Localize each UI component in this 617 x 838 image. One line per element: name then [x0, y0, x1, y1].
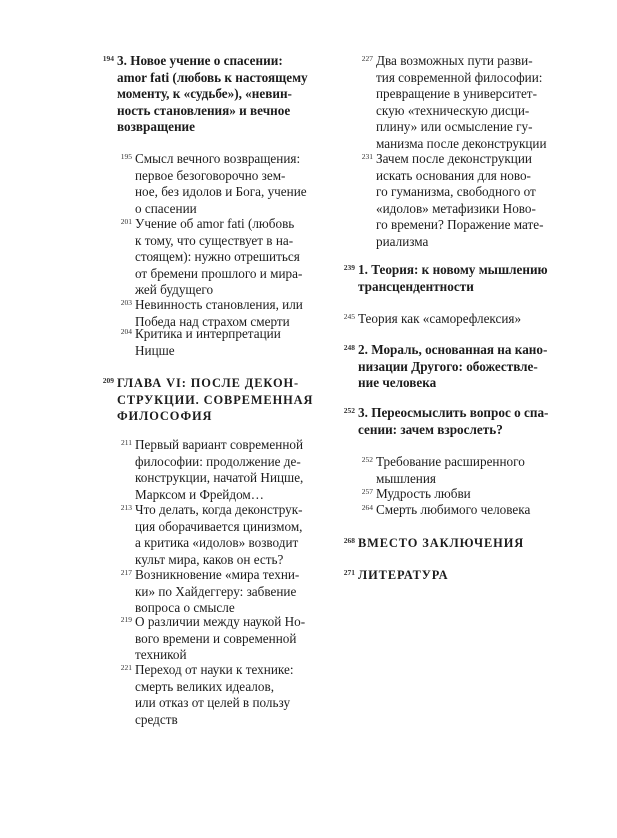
toc-right-column [310, 0, 617, 838]
toc-page-number: 257 [361, 487, 373, 496]
toc-entry [343, 311, 522, 328]
toc-entry [361, 454, 525, 487]
toc-entry-line: Марксом и Фрейдом… [135, 486, 264, 502]
toc-entry [120, 216, 303, 299]
toc-entry-line: средств [135, 711, 178, 727]
toc-entry [120, 326, 281, 359]
toc-page-number: 248 [343, 343, 355, 352]
toc-entry-line: Теория как «саморефлексия» [358, 311, 522, 326]
toc-entry-line: Что делать, когда деконструк- [135, 502, 303, 517]
toc-entry-line: о спасении [135, 200, 197, 216]
toc-entry-line: возвращение [117, 119, 196, 135]
toc-entry-line: смерть великих идеалов, [135, 678, 274, 694]
toc-entry-line: культ мира, каков он есть? [135, 551, 284, 567]
toc-entry-line: ное, без идолов и Бога, учение [135, 184, 307, 200]
toc-entry-line: Мудрость любви [376, 486, 471, 501]
toc-page-number: 219 [120, 615, 132, 624]
toc-entry-line: а критика «идолов» возводит [135, 535, 299, 551]
toc-entry-line: amor fati (любовь к настоящему [117, 69, 308, 85]
toc-entry-line: ние человека [358, 375, 437, 391]
toc-entry [361, 502, 531, 519]
toc-page-number: 252 [343, 406, 355, 415]
toc-entry-line: конструкции, начатой Ницше, [135, 470, 304, 486]
toc-entry [361, 151, 544, 251]
toc-entry-line: низации Другого: обожествле- [358, 358, 538, 374]
toc-chapter-heading [343, 535, 525, 552]
toc-page-number: 201 [120, 217, 132, 226]
toc-entry-line: первое безоговорочно зем- [135, 167, 286, 183]
toc-entry [120, 151, 307, 217]
toc-page-number: 203 [120, 298, 132, 307]
toc-entry-line: Победа над страхом смерти [135, 313, 290, 329]
toc-page-number: 211 [121, 438, 132, 447]
toc-entry-line: риализма [376, 233, 429, 249]
toc-entry-line: ЛИТЕРАТУРА [358, 568, 449, 582]
toc-page-number: 213 [120, 503, 132, 512]
toc-entry-line: превращение в университет- [376, 86, 537, 102]
toc-entry [361, 53, 547, 153]
toc-entry [120, 502, 303, 568]
toc-page-number: 227 [361, 54, 373, 63]
toc-entry-line: Критика и интерпретации [135, 326, 281, 341]
toc-entry-line: скую «техническую дисци- [376, 102, 530, 118]
toc-entry-line: О различии между наукой Но- [135, 614, 306, 629]
toc-entry-line: ция оборачивается цинизмом, [135, 518, 303, 534]
toc-entry-line: к тому, что существует в на- [135, 232, 294, 248]
toc-entry-line: манизма после деконструкции [376, 135, 547, 151]
toc-entry-line: 3. Новое учение о спасении: [117, 53, 283, 68]
toc-entry [120, 614, 306, 664]
toc-entry-line: искать основания для ново- [376, 167, 531, 183]
toc-chapter-heading [102, 375, 314, 425]
toc-entry-line: вопроса о смысле [135, 600, 235, 616]
toc-page-number: 231 [361, 152, 373, 161]
toc-entry-line: «идолов» метафизики Ново- [376, 200, 536, 216]
toc-entry-line: ность становления» и вечное [117, 102, 291, 118]
toc-page-number: 252 [361, 455, 373, 464]
toc-entry-line: Два возможных пути разви- [376, 53, 533, 68]
toc-entry [343, 405, 549, 438]
toc-entry-line: ВМЕСТО ЗАКЛЮЧЕНИЯ [358, 536, 525, 550]
toc-entry [120, 662, 294, 728]
toc-entry-line: от бремени прошлого и мира- [135, 265, 303, 281]
toc-page-number: 239 [343, 263, 355, 272]
toc-entry-line: ГЛАВА VI: ПОСЛЕ ДЕКОН- [117, 376, 300, 390]
toc-entry-line: Зачем после деконструкции [376, 151, 532, 166]
toc-entry-line: трансцендентности [358, 278, 474, 294]
toc-entry-line: 3. Переосмыслить вопрос о спа- [358, 405, 549, 420]
toc-entry-line: Невинность становления, или [135, 297, 303, 312]
toc-entry [102, 53, 308, 136]
toc-entry-line: или отказ от целей в пользу [135, 695, 291, 711]
toc-entry-line: философии: продолжение де- [135, 453, 301, 469]
toc-page-number: 217 [120, 568, 132, 577]
toc-entry-line: Требование расширенного [376, 454, 525, 469]
toc-page-number: 194 [102, 54, 114, 63]
toc-entry-line: плину» или осмысление гу- [376, 119, 533, 135]
toc-page-number: 268 [343, 536, 355, 545]
toc-entry-line: Возникновение «мира техни- [135, 567, 300, 582]
toc-entry-line: ки» по Хайдеггеру: забвение [135, 583, 297, 599]
toc-entry-line: Смысл вечного возвращения: [135, 151, 301, 166]
toc-entry-line: 1. Теория: к новому мышлению [358, 262, 548, 277]
toc-entry [361, 486, 471, 503]
toc-entry-line: Смерть любимого человека [376, 502, 531, 517]
toc-page-number: 195 [120, 152, 132, 161]
toc-page-number: 264 [361, 503, 373, 512]
toc-chapter-heading [343, 567, 449, 584]
toc-page-number: 245 [343, 312, 355, 321]
toc-entry-line: Учение об amor fati (любовь [135, 216, 295, 231]
toc-entry-line: Ницше [135, 342, 175, 358]
toc-entry [343, 262, 548, 295]
toc-entry [343, 342, 548, 392]
toc-entry-line: мышления [376, 470, 436, 486]
toc-entry-line: стоящем): нужно отрешиться [135, 249, 300, 265]
toc-entry-line: сении: зачем взрослеть? [358, 421, 503, 437]
toc-entry-line: 2. Мораль, основанная на кано- [358, 342, 548, 357]
toc-page-number: 271 [343, 568, 355, 577]
toc-entry-line: техникой [135, 647, 187, 663]
toc-entry-line: Первый вариант современной [135, 437, 304, 452]
toc-page-number: 209 [102, 376, 114, 385]
toc-entry-line: СТРУКЦИИ. СОВРЕМЕННАЯ [117, 392, 314, 407]
toc-entry [121, 437, 304, 503]
toc-entry-line: тия современной философии: [376, 69, 543, 85]
toc-entry-line: моменту, к «судьбе»), «невин- [117, 86, 292, 102]
toc-entry-line: жей будущего [135, 282, 214, 298]
toc-entry-line: вого времени и современной [135, 630, 297, 646]
toc-entry [120, 567, 300, 617]
toc-entry-line: го времени? Поражение мате- [376, 217, 544, 233]
toc-page-number: 221 [120, 663, 132, 672]
toc-entry-line: го гуманизма, свободного от [376, 184, 536, 200]
toc-page-number: 204 [120, 327, 132, 336]
toc-entry-line: ФИЛОСОФИЯ [117, 409, 213, 424]
toc-entry-line: Переход от науки к технике: [135, 662, 294, 677]
